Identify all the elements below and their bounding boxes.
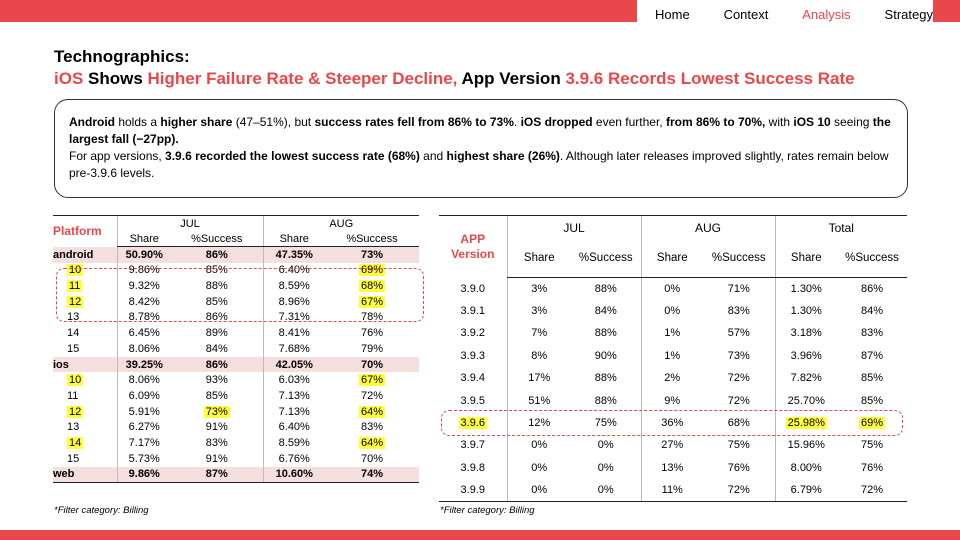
table-cell: 0% xyxy=(571,479,641,501)
table-cell: 7.82% xyxy=(775,367,837,389)
table-cell: 17% xyxy=(507,367,571,389)
column-header: Share xyxy=(117,231,171,247)
table-cell: 9% xyxy=(641,389,703,411)
table-cell: 0% xyxy=(597,461,614,474)
table-cell: 68% xyxy=(727,417,750,430)
table-cell: 83% xyxy=(727,305,750,318)
version-label: 3.9.7 xyxy=(460,439,485,452)
headline-part: 3.9.6 xyxy=(565,69,604,88)
emphasis-text: highest share (26%) xyxy=(446,149,560,163)
body-text: with xyxy=(765,115,794,129)
table-row xyxy=(439,389,907,411)
table-cell: 75% xyxy=(594,417,617,430)
table-cell: 10.60% xyxy=(263,467,325,483)
headline-part: App Version xyxy=(457,69,566,88)
body-text: . Although later releases improved slightly, rates remain below pre-3.9.6 levels. xyxy=(69,149,889,180)
table-row xyxy=(439,322,907,344)
nav-home[interactable]: Home xyxy=(655,7,690,22)
table-cell: 86% xyxy=(171,247,263,263)
emphasis-text: from 86% to 70%, xyxy=(665,115,766,129)
headline-part: Shows xyxy=(83,69,148,88)
table-cell: 83% xyxy=(205,436,228,449)
table-cell: 1% xyxy=(641,322,703,344)
nav-context[interactable]: Context xyxy=(723,7,769,22)
table-cell: 0% xyxy=(597,439,614,452)
table-cell: 86% xyxy=(171,357,263,373)
table-cell: 0% xyxy=(507,479,571,501)
table-cell: 89% xyxy=(205,327,228,340)
table-cell: 72% xyxy=(703,479,775,501)
row-label: 14 xyxy=(67,327,80,340)
nav-analysis[interactable]: Analysis xyxy=(802,7,851,22)
table-cell: 76% xyxy=(360,327,384,340)
version-label: 3.9.5 xyxy=(460,394,485,407)
version-label: 3.9.0 xyxy=(460,282,485,295)
table-cell: 1.30% xyxy=(775,300,837,322)
row-label xyxy=(53,435,117,451)
table-cell: 1.30% xyxy=(775,278,837,300)
table-cell: 84% xyxy=(205,342,228,355)
table-cell: 79% xyxy=(360,342,384,355)
summary-paragraph-1 xyxy=(69,114,893,148)
table-row xyxy=(53,357,419,373)
headline-part: Higher Failure Rate & Steeper Decline, xyxy=(147,69,458,88)
table-cell: 73% xyxy=(325,247,419,263)
body-text: and xyxy=(419,149,447,163)
column-header: Share xyxy=(507,240,571,278)
highlighted-value: 25.98% xyxy=(787,417,825,430)
highlighted-value: 69% xyxy=(860,417,884,430)
emphasis-text: iOS dropped xyxy=(520,115,593,129)
column-header: %Success xyxy=(171,231,263,247)
table-cell: 36% xyxy=(641,412,703,434)
page-title: Technographics: xyxy=(54,47,190,66)
table-row xyxy=(439,367,907,389)
table-cell: 8.78% xyxy=(117,310,171,326)
emphasis-text: 3.9.6 recorded the lowest success rate (68%) xyxy=(165,149,420,163)
platform-table xyxy=(53,215,419,483)
version-label: 3.9.1 xyxy=(460,305,485,318)
row-label xyxy=(53,404,117,420)
table-cell: 70% xyxy=(325,357,419,373)
table-cell: 91% xyxy=(205,452,228,465)
table-cell: 8.96% xyxy=(263,294,325,310)
emphasis-text: the largest fall (−27pp). xyxy=(69,115,891,146)
month-header: JUL xyxy=(117,216,263,232)
table-cell: 6.76% xyxy=(263,451,325,467)
table-cell: 85% xyxy=(205,389,228,402)
app-table-note: *Filter category: Billing xyxy=(440,505,535,516)
table-cell: 72% xyxy=(360,389,384,402)
table-cell: 0% xyxy=(507,457,571,479)
table-cell: 12% xyxy=(507,412,571,434)
body-text: (47–51%), but xyxy=(232,115,315,129)
highlighted-value: 68% xyxy=(360,280,384,293)
table-row xyxy=(53,388,419,404)
table-row xyxy=(53,325,419,341)
table-cell: 72% xyxy=(727,372,750,385)
table-subheader-row xyxy=(439,240,907,278)
body-text: holds a xyxy=(115,115,161,129)
table-cell: 78% xyxy=(360,311,384,324)
table-row xyxy=(439,345,907,367)
table-cell: 3.18% xyxy=(775,322,837,344)
table-cell: 85% xyxy=(860,372,884,385)
table-cell: 8.42% xyxy=(117,294,171,310)
table-cell: 88% xyxy=(594,327,617,340)
table-cell: 76% xyxy=(860,461,884,474)
table-cell: 7.13% xyxy=(263,404,325,420)
table-cell: 13% xyxy=(641,457,703,479)
table-cell: 7.68% xyxy=(263,341,325,357)
highlighted-label: 10 xyxy=(69,264,82,277)
table-cell xyxy=(325,404,419,420)
highlighted-value: 67% xyxy=(360,374,384,387)
column-header: %Success xyxy=(703,240,775,278)
table-cell: 75% xyxy=(860,439,884,452)
table-header-row xyxy=(53,216,419,232)
table-cell: 83% xyxy=(860,327,884,340)
table-cell: 7% xyxy=(507,322,571,344)
table-cell: 25.70% xyxy=(775,389,837,411)
table-cell: 72% xyxy=(727,394,750,407)
app-version-table xyxy=(439,215,907,502)
table-cell: 72% xyxy=(837,479,907,501)
row-label: ios xyxy=(53,357,117,373)
table-cell: 0% xyxy=(641,300,703,322)
table-cell: 51% xyxy=(507,389,571,411)
table-cell: 1% xyxy=(641,345,703,367)
table-row xyxy=(53,467,419,483)
table-row xyxy=(53,247,419,263)
table-cell: 57% xyxy=(727,327,750,340)
headline-part: iOS xyxy=(54,69,84,88)
highlighted-value: 64% xyxy=(360,436,384,449)
row-label: 11 xyxy=(67,389,79,402)
summary-paragraph-2 xyxy=(69,148,893,182)
table-row xyxy=(439,479,907,501)
column-header: %Success xyxy=(571,240,641,278)
table-cell: 87% xyxy=(860,349,884,362)
version-label: 3.9.9 xyxy=(439,479,507,501)
row-label: 13 xyxy=(67,311,80,324)
table-row xyxy=(53,451,419,467)
table-cell: 42.05% xyxy=(263,357,325,373)
table-cell: 0% xyxy=(641,278,703,300)
app-version-header xyxy=(439,216,507,278)
highlighted-value: 69% xyxy=(360,264,384,277)
table-cell: 6.45% xyxy=(117,325,171,341)
highlighted-value: 64% xyxy=(360,405,384,418)
table-cell: 85% xyxy=(205,295,228,308)
row-label: 13 xyxy=(67,421,80,434)
table-cell: 15.96% xyxy=(775,434,837,456)
table-row xyxy=(53,419,419,435)
table-cell: 73% xyxy=(727,349,750,362)
platform-header-label: Platform xyxy=(53,224,102,239)
table-cell: 3.96% xyxy=(775,345,837,367)
table-row xyxy=(439,300,907,322)
version-label: 3.9.3 xyxy=(460,349,485,362)
table-cell: 76% xyxy=(727,461,750,474)
table-cell xyxy=(171,404,263,420)
platform-header xyxy=(53,216,117,247)
table-cell: 86% xyxy=(860,282,884,295)
table-row xyxy=(53,341,419,357)
table-cell: 71% xyxy=(727,282,750,295)
group-header: Total xyxy=(775,216,907,240)
table-row xyxy=(439,457,907,479)
version-396-highlight-box xyxy=(441,410,903,436)
header-line: APP xyxy=(460,231,486,246)
highlighted-label: 12 xyxy=(69,405,82,418)
column-header: %Success xyxy=(325,231,419,247)
table-header-row xyxy=(439,216,907,240)
table-cell: 2% xyxy=(641,367,703,389)
table-cell: 8.00% xyxy=(775,457,837,479)
table-cell: 6.79% xyxy=(775,479,837,501)
top-nav xyxy=(637,0,933,29)
table-cell: 5.91% xyxy=(117,404,171,420)
table-cell: 90% xyxy=(594,349,617,362)
highlighted-label: 12 xyxy=(69,295,82,308)
column-header: Share xyxy=(263,231,325,247)
table-cell: 27% xyxy=(641,434,703,456)
table-cell: 6.03% xyxy=(263,372,325,388)
table-cell: 8.06% xyxy=(117,341,171,357)
table-cell: 9.32% xyxy=(117,278,171,294)
table-cell: 8.59% xyxy=(263,435,325,451)
table-cell: 87% xyxy=(171,467,263,483)
headline-part: Records Lowest Success Rate xyxy=(603,69,855,88)
table-cell: 88% xyxy=(594,394,617,407)
emphasis-text: Android xyxy=(69,115,115,129)
column-header: Share xyxy=(641,240,703,278)
highlighted-label: 10 xyxy=(69,374,82,387)
table-cell: 47.35% xyxy=(263,247,325,263)
android-highlight-box xyxy=(56,268,424,322)
table-cell: 84% xyxy=(860,305,884,318)
table-cell xyxy=(325,435,419,451)
row-label: 15 xyxy=(67,342,80,355)
table-cell: 83% xyxy=(360,421,384,434)
version-label: 3.9.2 xyxy=(460,327,485,340)
table-cell: 5.73% xyxy=(117,451,171,467)
table-row xyxy=(439,278,907,300)
table-cell: 8.59% xyxy=(263,278,325,294)
table-cell: 93% xyxy=(205,374,228,387)
table-cell: 3% xyxy=(507,300,571,322)
month-header: AUG xyxy=(263,216,419,232)
table-cell: 9.86% xyxy=(117,467,171,483)
table-cell: 88% xyxy=(594,372,617,385)
table-cell: 88% xyxy=(205,280,228,293)
page-headline xyxy=(54,69,855,89)
summary-callout xyxy=(54,99,908,198)
table-cell: 75% xyxy=(727,439,750,452)
table-row xyxy=(439,434,907,456)
row-label: web xyxy=(53,467,117,483)
platform-table-note: *Filter category: Billing xyxy=(54,505,149,516)
table-cell: 6.40% xyxy=(263,419,325,435)
table-cell: 6.27% xyxy=(117,419,171,435)
header-line: Version xyxy=(451,246,495,261)
column-header: %Success xyxy=(837,240,907,278)
table-row xyxy=(53,372,419,388)
version-label: 3.9.8 xyxy=(460,461,485,474)
table-cell: 85% xyxy=(205,264,228,277)
table-cell: 7.13% xyxy=(263,388,325,404)
table-cell: 6.40% xyxy=(263,263,325,279)
table-cell: 0% xyxy=(507,434,571,456)
table-cell: 86% xyxy=(205,311,228,324)
body-text: . xyxy=(513,115,521,129)
table-cell: 91% xyxy=(205,421,228,434)
table-cell: 88% xyxy=(594,282,617,295)
table-cell: 85% xyxy=(860,394,884,407)
body-text: For app versions, xyxy=(69,149,166,163)
row-label: 15 xyxy=(67,452,80,465)
table-cell: 70% xyxy=(360,452,384,465)
row-label xyxy=(53,372,117,388)
table-cell: 8.41% xyxy=(263,325,325,341)
app-version-header-label xyxy=(439,232,507,262)
highlighted-label: 3.9.6 xyxy=(460,417,485,430)
highlighted-label: 11 xyxy=(69,280,81,293)
table-cell xyxy=(325,372,419,388)
table-cell: 8% xyxy=(507,345,571,367)
emphasis-text: success rates fell from 86% to 73% xyxy=(314,115,514,129)
table-cell: 9.86% xyxy=(117,263,171,279)
row-label: android xyxy=(53,247,117,263)
group-header: AUG xyxy=(641,216,775,240)
version-label: 3.9.4 xyxy=(460,372,485,385)
table-row xyxy=(53,435,419,451)
table-cell: 84% xyxy=(594,305,617,318)
emphasis-text: iOS 10 xyxy=(793,115,831,129)
highlighted-label: 14 xyxy=(69,436,82,449)
table-cell: 7.17% xyxy=(117,435,171,451)
body-text: even further, xyxy=(592,115,666,129)
group-header: JUL xyxy=(507,216,641,240)
highlighted-value: 67% xyxy=(360,295,384,308)
highlighted-value: 73% xyxy=(205,405,228,418)
table-row xyxy=(53,404,419,420)
nav-strategy[interactable]: Strategy xyxy=(884,7,933,22)
table-cell: 3% xyxy=(507,278,571,300)
table-cell: 6.09% xyxy=(117,388,171,404)
column-header: Share xyxy=(775,240,837,278)
table-cell: 39.25% xyxy=(117,357,171,373)
table-cell: 11% xyxy=(641,479,703,501)
body-text: seeing xyxy=(830,115,873,129)
table-cell: 74% xyxy=(325,467,419,483)
table-cell: 50.90% xyxy=(117,247,171,263)
emphasis-text: higher share xyxy=(160,115,233,129)
table-cell: 7.31% xyxy=(263,310,325,326)
table-cell: 8.06% xyxy=(117,372,171,388)
bottom-accent-bar xyxy=(0,530,960,540)
